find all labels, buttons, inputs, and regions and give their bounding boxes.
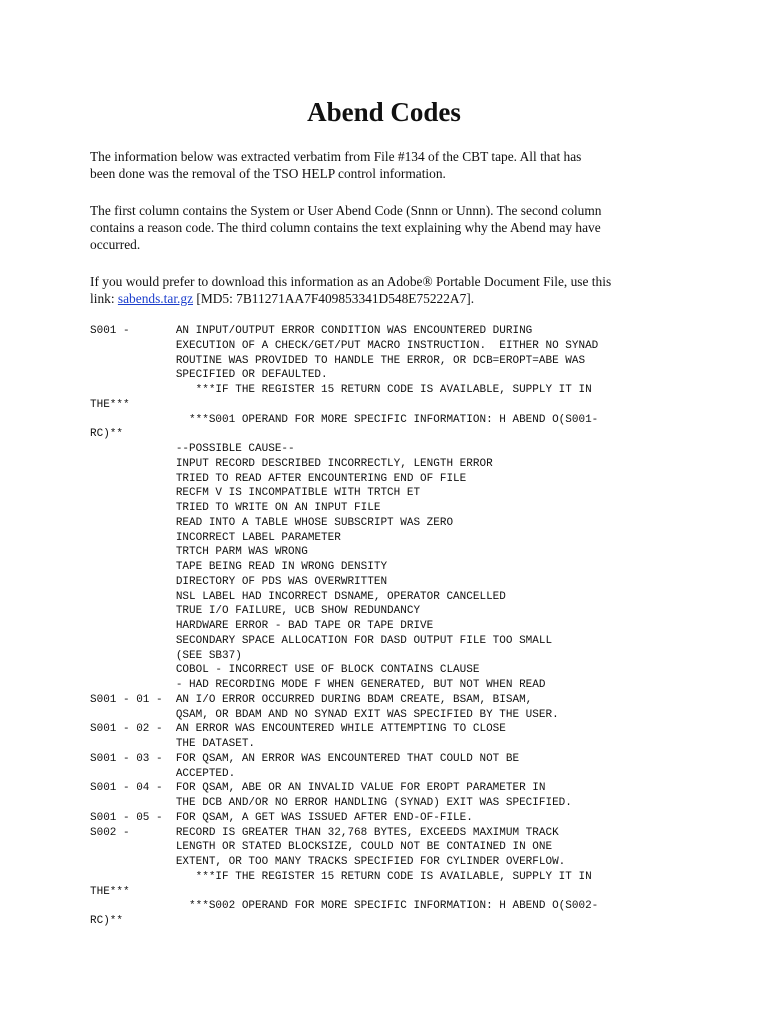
listing-line: SPECIFIED OR DEFAULTED. xyxy=(90,369,328,382)
listing-line: ACCEPTED. xyxy=(90,767,236,780)
listing-line: NSL LABEL HAD INCORRECT DSNAME, OPERATOR CANCELLED xyxy=(90,590,506,603)
listing-line: S001 - 03 - FOR QSAM, AN ERROR WAS ENCOUNTERED THAT COULD NOT BE xyxy=(90,752,520,765)
listing-line: INCORRECT LABEL PARAMETER xyxy=(90,531,341,544)
listing-line: - HAD RECORDING MODE F WHEN GENERATED, BUT NOT WHEN READ xyxy=(90,679,546,691)
listing-line: RC)** xyxy=(90,428,124,441)
listing-line: DIRECTORY OF PDS WAS OVERWRITTEN xyxy=(90,575,388,588)
listing-line: (SEE SB37) xyxy=(90,649,242,662)
listing-line: COBOL - INCORRECT USE OF BLOCK CONTAINS CLAUSE xyxy=(90,664,480,677)
download-link[interactable]: sabends.tar.gz xyxy=(117,291,194,306)
listing-line: TRTCH PARM WAS WRONG xyxy=(90,546,308,559)
intro-paragraph-columns xyxy=(90,202,680,253)
listing-line: LENGTH OR STATED BLOCKSIZE, COULD NOT BE CONTAINED IN ONE xyxy=(90,841,553,854)
listing-line: --POSSIBLE CAUSE-- xyxy=(90,443,295,455)
page-title: Abend Codes xyxy=(307,97,461,127)
listing-line: ***IF THE REGISTER 15 RETURN CODE IS AVAILABLE, SUPPLY IT IN xyxy=(90,384,592,396)
listing-line: TRIED TO WRITE ON AN INPUT FILE xyxy=(90,502,381,514)
intro-line: contains a reason code. The third column contains the text explaining why the Abend may have xyxy=(90,220,601,235)
intro-line-link xyxy=(90,290,680,307)
intro-line: The information below was extracted verbatim from File #134 of the CBT tape. All that has xyxy=(90,149,582,164)
link-prefix: link: xyxy=(90,291,118,306)
listing-line: ***IF THE REGISTER 15 RETURN CODE IS AVAILABLE, SUPPLY IT IN xyxy=(90,870,592,883)
listing-line: TRIED TO READ AFTER ENCOUNTERING END OF FILE xyxy=(90,472,467,485)
listing-line: RC)** xyxy=(90,915,124,927)
md5-checksum: [MD5: 7B11271AA7F409853341D548E75222A7]. xyxy=(193,291,475,306)
listing-line: ***S001 OPERAND FOR MORE SPECIFIC INFORMATION: H ABEND O(S001- xyxy=(90,413,599,426)
listing-line: EXTENT, OR TOO MANY TRACKS SPECIFIED FOR CYLINDER OVERFLOW. xyxy=(90,856,566,868)
listing-line: THE DCB AND/OR NO ERROR HANDLING (SYNAD) EXIT WAS SPECIFIED. xyxy=(90,797,572,809)
listing-line: S001 - 04 - FOR QSAM, ABE OR AN INVALID VALUE FOR EROPT PARAMETER IN xyxy=(90,782,546,795)
listing-line: THE DATASET. xyxy=(90,738,256,750)
listing-line: THE*** xyxy=(90,398,130,411)
listing-line: S002 - RECORD IS GREATER THAN 32,768 BYTES, EXCEEDS MAXIMUM TRACK xyxy=(90,826,559,839)
listing-line: QSAM, OR BDAM AND NO SYNAD EXIT WAS SPECIFIED BY THE USER. xyxy=(90,708,559,721)
listing-line: S001 - AN INPUT/OUTPUT ERROR CONDITION WAS ENCOUNTERED DURING xyxy=(90,325,533,337)
listing-line: ROUTINE WAS PROVIDED TO HANDLE THE ERROR, OR DCB=EROPT=ABE WAS xyxy=(90,354,586,367)
intro-line: been done was the removal of the TSO HELP control information. xyxy=(90,166,446,181)
intro-paragraph-source xyxy=(90,148,680,182)
intro-line: The first column contains the System or User Abend Code (Snnn or Unnn). The second column xyxy=(90,203,602,218)
listing-line: S001 - 01 - AN I/O ERROR OCCURRED DURING BDAM CREATE, BSAM, BISAM, xyxy=(90,693,533,706)
intro-line: occurred. xyxy=(90,237,141,252)
listing-line: THE*** xyxy=(90,885,130,898)
listing-line: SECONDARY SPACE ALLOCATION FOR DASD OUTPUT FILE TOO SMALL xyxy=(90,634,553,647)
listing-line: S001 - 05 - FOR QSAM, A GET WAS ISSUED AFTER END-OF-FILE. xyxy=(90,811,473,824)
listing-line: TRUE I/O FAILURE, UCB SHOW REDUNDANCY xyxy=(90,605,421,618)
listing-line: HARDWARE ERROR - BAD TAPE OR TAPE DRIVE xyxy=(90,620,434,632)
listing-line: INPUT RECORD DESCRIBED INCORRECTLY, LENGTH ERROR xyxy=(90,457,493,470)
listing-line: S001 - 02 - AN ERROR WAS ENCOUNTERED WHILE ATTEMPTING TO CLOSE xyxy=(90,723,506,736)
intro-line: If you would prefer to download this information as an Adobe® Portable Document File, use this xyxy=(90,274,612,289)
listing-line: EXECUTION OF A CHECK/GET/PUT MACRO INSTRUCTION. EITHER NO SYNAD xyxy=(90,339,599,352)
intro-paragraph-download xyxy=(90,273,680,307)
listing-line: ***S002 OPERAND FOR MORE SPECIFIC INFORMATION: H ABEND O(S002- xyxy=(90,900,599,913)
abend-code-listing xyxy=(90,324,690,929)
listing-line: READ INTO A TABLE WHOSE SUBSCRIPT WAS ZERO xyxy=(90,516,454,529)
listing-line: TAPE BEING READ IN WRONG DENSITY xyxy=(90,561,388,573)
listing-line: RECFM V IS INCOMPATIBLE WITH TRTCH ET xyxy=(90,487,421,500)
